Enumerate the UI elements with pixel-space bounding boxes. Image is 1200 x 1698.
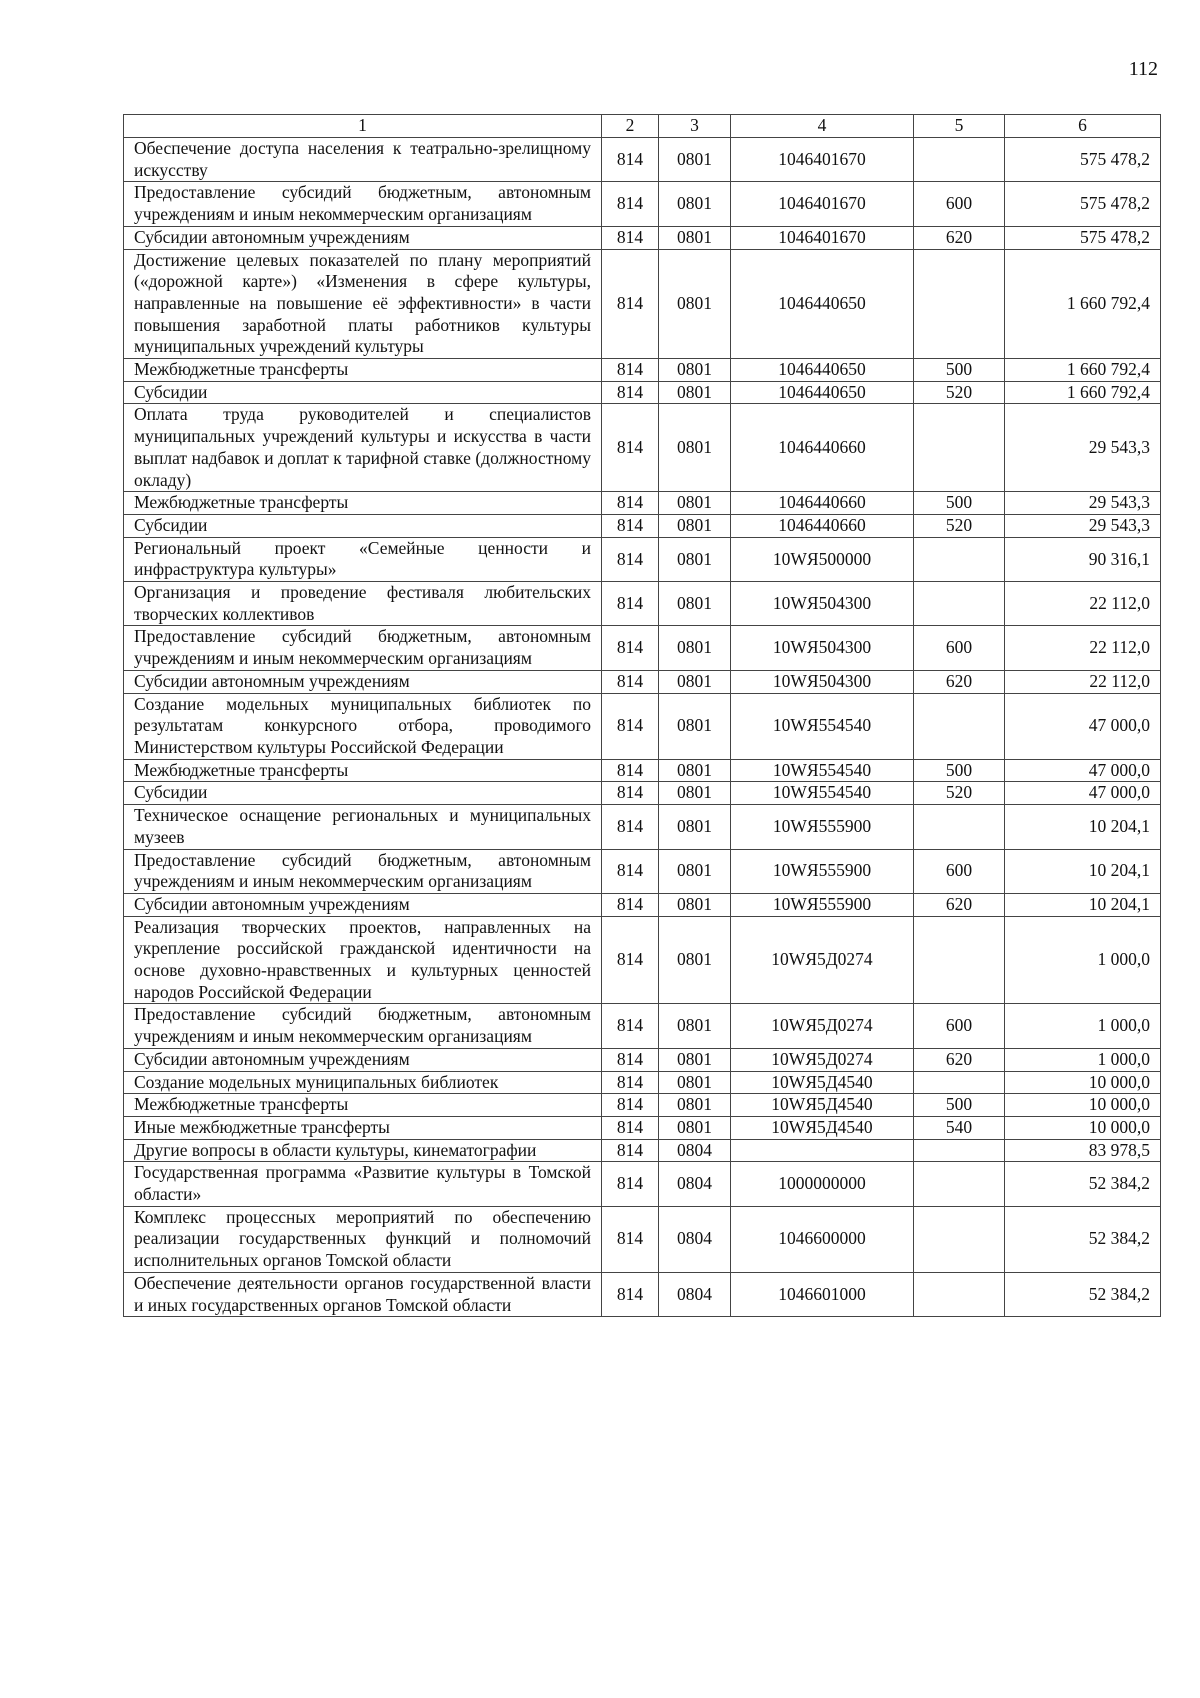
table-row	[124, 1071, 1161, 1094]
header-cell: 5	[914, 115, 1005, 138]
table-row	[124, 916, 1161, 1004]
row-admin-code: 814	[602, 1094, 659, 1117]
row-amount: 10 000,0	[1005, 1116, 1161, 1139]
table-row	[124, 1162, 1161, 1206]
row-amount: 10 000,0	[1005, 1094, 1161, 1117]
row-expense-type: 520	[914, 514, 1005, 537]
row-amount: 10 000,0	[1005, 1071, 1161, 1094]
row-section-code: 0801	[659, 249, 731, 359]
row-amount: 52 384,2	[1005, 1272, 1161, 1316]
row-expense-type: 600	[914, 626, 1005, 670]
table-row	[124, 1206, 1161, 1272]
table-row	[124, 582, 1161, 626]
row-amount: 575 478,2	[1005, 226, 1161, 249]
row-target-code: 10WЯ5Д4540	[731, 1116, 914, 1139]
row-amount: 29 543,3	[1005, 404, 1161, 492]
table-row	[124, 359, 1161, 382]
row-expense-type: 500	[914, 492, 1005, 515]
row-section-code: 0801	[659, 182, 731, 226]
row-expense-type	[914, 404, 1005, 492]
row-expense-type: 620	[914, 1048, 1005, 1071]
row-expense-type	[914, 249, 1005, 359]
row-admin-code: 814	[602, 916, 659, 1004]
row-expense-type: 540	[914, 1116, 1005, 1139]
row-admin-code: 814	[602, 1272, 659, 1316]
row-expense-type: 500	[914, 759, 1005, 782]
row-admin-code: 814	[602, 182, 659, 226]
row-description: Межбюджетные трансферты	[124, 492, 602, 515]
row-expense-type	[914, 1206, 1005, 1272]
row-section-code: 0801	[659, 805, 731, 849]
row-amount: 575 478,2	[1005, 138, 1161, 182]
table-row	[124, 537, 1161, 581]
row-target-code: 1046440660	[731, 492, 914, 515]
row-admin-code: 814	[602, 514, 659, 537]
row-description: Реализация творческих проектов, направленных на укрепление российской гражданской идентичности на основе духовно-нравственных и культурных ценностей народов Российской Федерации	[124, 916, 602, 1004]
row-description: Обеспечение деятельности органов государственной власти и иных государственных органов Томской области	[124, 1272, 602, 1316]
row-section-code: 0801	[659, 359, 731, 382]
row-section-code: 0801	[659, 1071, 731, 1094]
table-row	[124, 514, 1161, 537]
row-description: Предоставление субсидий бюджетным, автономным учреждениям и иным некоммерческим организациям	[124, 1004, 602, 1048]
row-target-code: 10WЯ504300	[731, 670, 914, 693]
row-expense-type	[914, 916, 1005, 1004]
row-target-code: 10WЯ5Д4540	[731, 1094, 914, 1117]
row-section-code: 0804	[659, 1139, 731, 1162]
row-section-code: 0801	[659, 1094, 731, 1117]
row-target-code: 1046401670	[731, 138, 914, 182]
row-target-code: 1046440650	[731, 249, 914, 359]
row-expense-type: 620	[914, 226, 1005, 249]
row-section-code: 0804	[659, 1206, 731, 1272]
row-expense-type: 600	[914, 1004, 1005, 1048]
row-section-code: 0801	[659, 492, 731, 515]
table-row	[124, 226, 1161, 249]
row-amount: 52 384,2	[1005, 1162, 1161, 1206]
row-section-code: 0801	[659, 893, 731, 916]
header-cell: 3	[659, 115, 731, 138]
table-row	[124, 1004, 1161, 1048]
row-description: Организация и проведение фестиваля любительских творческих коллективов	[124, 582, 602, 626]
row-admin-code: 814	[602, 226, 659, 249]
row-admin-code: 814	[602, 1139, 659, 1162]
row-description: Техническое оснащение региональных и муниципальных музеев	[124, 805, 602, 849]
row-target-code: 10WЯ5Д0274	[731, 1004, 914, 1048]
row-description: Оплата труда руководителей и специалистов муниципальных учреждений культуры и искусства в части выплат надбавок и доплат к тарифной ставке (должностному окладу)	[124, 404, 602, 492]
row-amount: 1 000,0	[1005, 916, 1161, 1004]
row-section-code: 0801	[659, 1004, 731, 1048]
row-description: Межбюджетные трансферты	[124, 759, 602, 782]
row-admin-code: 814	[602, 1071, 659, 1094]
row-admin-code: 814	[602, 1162, 659, 1206]
row-amount: 47 000,0	[1005, 759, 1161, 782]
table-row	[124, 492, 1161, 515]
row-section-code: 0801	[659, 226, 731, 249]
row-admin-code: 814	[602, 759, 659, 782]
row-amount: 29 543,3	[1005, 514, 1161, 537]
row-target-code: 1046440650	[731, 381, 914, 404]
budget-table	[123, 114, 1161, 1317]
row-section-code: 0801	[659, 782, 731, 805]
row-amount: 1 660 792,4	[1005, 381, 1161, 404]
row-description: Иные межбюджетные трансферты	[124, 1116, 602, 1139]
row-amount: 10 204,1	[1005, 805, 1161, 849]
row-admin-code: 814	[602, 1116, 659, 1139]
row-amount: 83 978,5	[1005, 1139, 1161, 1162]
table-row	[124, 1139, 1161, 1162]
row-description: Комплекс процессных мероприятий по обеспечению реализации государственных функций и полномочий исполнительных органов Томской области	[124, 1206, 602, 1272]
table-row	[124, 1094, 1161, 1117]
row-target-code: 10WЯ5Д0274	[731, 1048, 914, 1071]
row-target-code: 10WЯ5Д0274	[731, 916, 914, 1004]
row-admin-code: 814	[602, 359, 659, 382]
row-expense-type: 620	[914, 893, 1005, 916]
row-target-code: 10WЯ554540	[731, 693, 914, 759]
row-description: Достижение целевых показателей по плану мероприятий («дорожной карте») «Изменения в сфере культуры, направленные на повышение её эффективности» в части повышения заработной платы работников культуры муниципальных учреждений культуры	[124, 249, 602, 359]
header-cell: 2	[602, 115, 659, 138]
row-admin-code: 814	[602, 249, 659, 359]
row-admin-code: 814	[602, 693, 659, 759]
table-row	[124, 626, 1161, 670]
row-admin-code: 814	[602, 582, 659, 626]
row-amount: 22 112,0	[1005, 670, 1161, 693]
row-section-code: 0804	[659, 1162, 731, 1206]
row-expense-type	[914, 805, 1005, 849]
row-description: Субсидии автономным учреждениям	[124, 893, 602, 916]
row-section-code: 0801	[659, 1116, 731, 1139]
header-cell: 6	[1005, 115, 1161, 138]
row-target-code: 1046440660	[731, 404, 914, 492]
row-admin-code: 814	[602, 805, 659, 849]
row-admin-code: 814	[602, 893, 659, 916]
row-section-code: 0801	[659, 138, 731, 182]
table-row	[124, 670, 1161, 693]
header-cell: 4	[731, 115, 914, 138]
row-expense-type: 600	[914, 182, 1005, 226]
table-row	[124, 693, 1161, 759]
row-section-code: 0801	[659, 693, 731, 759]
table-row	[124, 893, 1161, 916]
table-row	[124, 805, 1161, 849]
row-admin-code: 814	[602, 670, 659, 693]
row-expense-type	[914, 1162, 1005, 1206]
row-description: Субсидии	[124, 782, 602, 805]
row-target-code: 1046401670	[731, 182, 914, 226]
row-amount: 10 204,1	[1005, 849, 1161, 893]
table-row	[124, 782, 1161, 805]
row-admin-code: 814	[602, 381, 659, 404]
row-section-code: 0801	[659, 849, 731, 893]
row-amount: 10 204,1	[1005, 893, 1161, 916]
row-section-code: 0801	[659, 404, 731, 492]
row-target-code: 10WЯ554540	[731, 759, 914, 782]
table-row	[124, 759, 1161, 782]
row-section-code: 0801	[659, 537, 731, 581]
row-target-code: 10WЯ5Д4540	[731, 1071, 914, 1094]
table-row	[124, 182, 1161, 226]
page-number: 112	[1128, 58, 1158, 80]
table-row	[124, 1116, 1161, 1139]
table-row	[124, 1272, 1161, 1316]
row-amount: 1 660 792,4	[1005, 249, 1161, 359]
row-target-code	[731, 1139, 914, 1162]
table-row	[124, 381, 1161, 404]
row-expense-type: 520	[914, 782, 1005, 805]
row-target-code: 10WЯ504300	[731, 582, 914, 626]
row-description: Другие вопросы в области культуры, кинематографии	[124, 1139, 602, 1162]
row-expense-type: 520	[914, 381, 1005, 404]
row-description: Межбюджетные трансферты	[124, 1094, 602, 1117]
row-section-code: 0801	[659, 1048, 731, 1071]
row-description: Субсидии автономным учреждениям	[124, 226, 602, 249]
row-target-code: 1000000000	[731, 1162, 914, 1206]
row-target-code: 10WЯ555900	[731, 849, 914, 893]
row-description: Субсидии автономным учреждениям	[124, 1048, 602, 1071]
row-admin-code: 814	[602, 626, 659, 670]
row-amount: 52 384,2	[1005, 1206, 1161, 1272]
row-description: Предоставление субсидий бюджетным, автономным учреждениям и иным некоммерческим организациям	[124, 182, 602, 226]
row-amount: 47 000,0	[1005, 693, 1161, 759]
row-expense-type	[914, 582, 1005, 626]
row-amount: 1 000,0	[1005, 1048, 1161, 1071]
row-description: Предоставление субсидий бюджетным, автономным учреждениям и иным некоммерческим организациям	[124, 626, 602, 670]
row-admin-code: 814	[602, 782, 659, 805]
row-description: Обеспечение доступа населения к театрально-зрелищному искусству	[124, 138, 602, 182]
row-admin-code: 814	[602, 537, 659, 581]
row-amount: 22 112,0	[1005, 626, 1161, 670]
row-target-code: 1046601000	[731, 1272, 914, 1316]
row-section-code: 0801	[659, 916, 731, 1004]
row-target-code: 1046600000	[731, 1206, 914, 1272]
row-expense-type: 500	[914, 359, 1005, 382]
row-expense-type	[914, 1139, 1005, 1162]
row-target-code: 10WЯ555900	[731, 893, 914, 916]
row-section-code: 0801	[659, 514, 731, 537]
row-description: Создание модельных муниципальных библиотек по результатам конкурсного отбора, проводимого Министерством культуры Российской Федерации	[124, 693, 602, 759]
row-admin-code: 814	[602, 1206, 659, 1272]
row-expense-type	[914, 138, 1005, 182]
row-amount: 90 316,1	[1005, 537, 1161, 581]
row-description: Субсидии	[124, 381, 602, 404]
row-description: Субсидии автономным учреждениям	[124, 670, 602, 693]
row-target-code: 1046401670	[731, 226, 914, 249]
row-admin-code: 814	[602, 1004, 659, 1048]
row-amount: 1 660 792,4	[1005, 359, 1161, 382]
row-description: Субсидии	[124, 514, 602, 537]
row-section-code: 0801	[659, 759, 731, 782]
table-row	[124, 849, 1161, 893]
row-target-code: 10WЯ554540	[731, 782, 914, 805]
row-section-code: 0801	[659, 381, 731, 404]
row-amount: 47 000,0	[1005, 782, 1161, 805]
row-admin-code: 814	[602, 492, 659, 515]
row-description: Межбюджетные трансферты	[124, 359, 602, 382]
table-row	[124, 1048, 1161, 1071]
row-target-code: 1046440650	[731, 359, 914, 382]
row-amount: 29 543,3	[1005, 492, 1161, 515]
row-expense-type: 620	[914, 670, 1005, 693]
row-expense-type	[914, 537, 1005, 581]
row-section-code: 0804	[659, 1272, 731, 1316]
row-expense-type	[914, 1272, 1005, 1316]
row-expense-type	[914, 1071, 1005, 1094]
header-cell: 1	[124, 115, 602, 138]
row-target-code: 10WЯ555900	[731, 805, 914, 849]
table-row	[124, 249, 1161, 359]
row-admin-code: 814	[602, 849, 659, 893]
row-section-code: 0801	[659, 582, 731, 626]
row-description: Создание модельных муниципальных библиотек	[124, 1071, 602, 1094]
row-section-code: 0801	[659, 670, 731, 693]
row-admin-code: 814	[602, 1048, 659, 1071]
row-amount: 1 000,0	[1005, 1004, 1161, 1048]
row-section-code: 0801	[659, 626, 731, 670]
row-description: Региональный проект «Семейные ценности и инфраструктура культуры»	[124, 537, 602, 581]
row-description: Государственная программа «Развитие культуры в Томской области»	[124, 1162, 602, 1206]
table-row	[124, 404, 1161, 492]
row-expense-type	[914, 693, 1005, 759]
row-target-code: 10WЯ504300	[731, 626, 914, 670]
row-amount: 22 112,0	[1005, 582, 1161, 626]
row-expense-type: 600	[914, 849, 1005, 893]
row-description: Предоставление субсидий бюджетным, автономным учреждениям и иным некоммерческим организациям	[124, 849, 602, 893]
row-admin-code: 814	[602, 404, 659, 492]
row-amount: 575 478,2	[1005, 182, 1161, 226]
row-expense-type: 500	[914, 1094, 1005, 1117]
table-row	[124, 138, 1161, 182]
row-target-code: 10WЯ500000	[731, 537, 914, 581]
table-header-row	[124, 115, 1161, 138]
row-target-code: 1046440660	[731, 514, 914, 537]
row-admin-code: 814	[602, 138, 659, 182]
